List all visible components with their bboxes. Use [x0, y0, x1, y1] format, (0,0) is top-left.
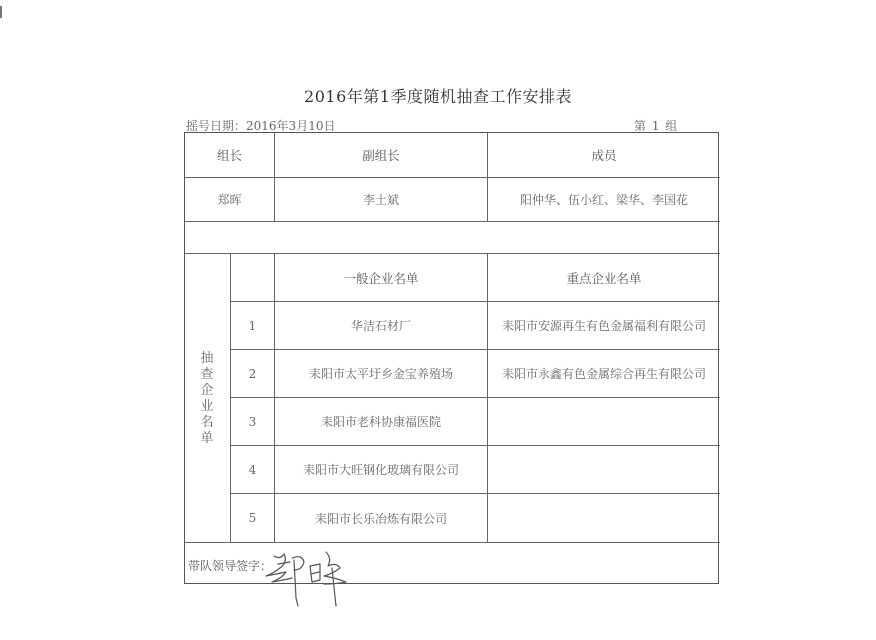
- header-leader: 组长: [216, 148, 242, 163]
- general-company: 华洁石材厂: [350, 319, 411, 333]
- row-index: 1: [248, 318, 257, 333]
- header-members: 成员: [591, 148, 617, 163]
- section-label-char: 企: [200, 383, 214, 398]
- schedule-table: [184, 132, 719, 584]
- document-title: 2016年第1季度随机抽查工作安排表: [304, 87, 572, 106]
- handwritten-signature: [262, 548, 362, 608]
- key-company: [488, 446, 720, 493]
- header-key-companies: 重点企业名单: [566, 270, 642, 286]
- signature-label: 带队领导签字：: [188, 559, 273, 573]
- scan-edge-mark: [0, 6, 2, 18]
- section-label-char: 抽: [200, 351, 214, 366]
- header-index: [231, 254, 274, 301]
- general-company: 耒阳市大旺钢化玻璃有限公司: [302, 463, 459, 477]
- row-divider: [185, 542, 720, 543]
- row-index: 4: [248, 462, 257, 477]
- general-company: 耒阳市太平圩乡金宝养殖场: [308, 367, 453, 381]
- leader-name: 郑晖: [217, 193, 242, 207]
- section-label-inspection: [199, 351, 215, 447]
- key-company: [488, 494, 720, 542]
- draw-date-value: 2016年3月10日: [246, 119, 336, 133]
- general-company: 耒阳市长乐冶炼有限公司: [314, 511, 447, 526]
- row-index: 2: [248, 366, 257, 381]
- section-label-char: 单: [200, 431, 214, 446]
- header-general-companies: 一般企业名单: [343, 270, 419, 286]
- section-label-char: 查: [200, 367, 214, 382]
- key-company: [488, 398, 720, 445]
- key-company: 耒阳市安源再生有色金属福利有限公司: [501, 319, 706, 333]
- member-names: 阳仲华、伍小红、梁华、李国花: [519, 193, 688, 207]
- row-index: 5: [248, 511, 257, 525]
- general-company: 耒阳市老科协康福医院: [320, 415, 441, 429]
- row-divider: [185, 221, 720, 222]
- key-company: 耒阳市永鑫有色金属综合再生有限公司: [501, 367, 706, 381]
- section-label-char: 名: [200, 415, 214, 430]
- header-deputy-leader: 副组长: [362, 148, 400, 163]
- deputy-leader-name: 李土斌: [362, 193, 399, 207]
- section-label-char: 业: [200, 399, 214, 414]
- group-number: 第 1 组: [634, 119, 678, 133]
- row-index: 3: [248, 414, 257, 429]
- draw-date-label: 摇号日期：: [186, 119, 247, 133]
